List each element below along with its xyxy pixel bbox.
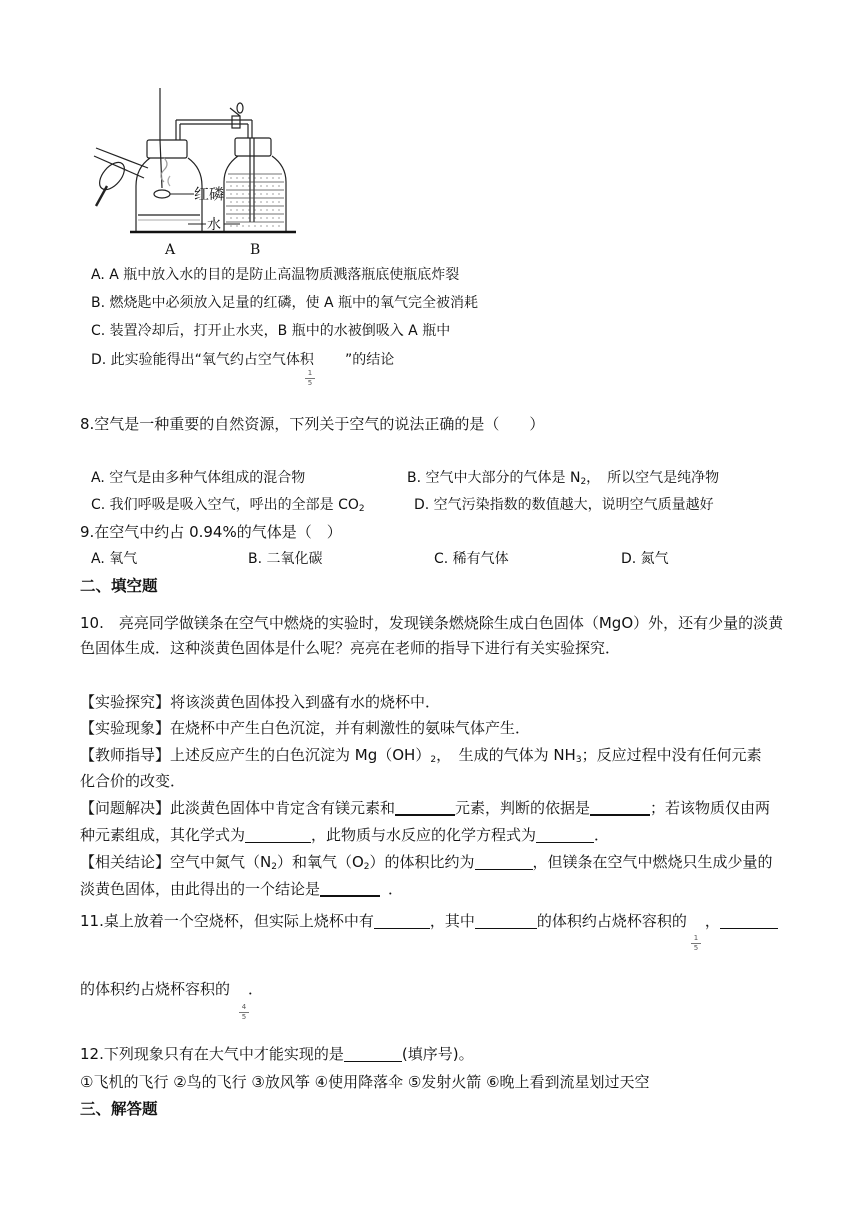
label-red-phosphorus: 红磷	[194, 185, 225, 203]
q10-experiment-explore: 【实验探究】将该淡黄色固体投入到盛有水的烧杯中．	[80, 693, 441, 711]
answer-blank[interactable]	[475, 912, 537, 929]
label-a: A	[165, 242, 176, 258]
q7-option-c: C. 装置冷却后，打开止水夹，B 瓶中的水被倒吸入 A 瓶中	[91, 323, 451, 339]
answer-blank[interactable]	[536, 826, 594, 843]
q10-experiment-phenomenon: 【实验现象】在烧杯中产生白色沉淀，并有刺激性的氨味气体产生．	[80, 719, 531, 737]
q7-option-b: B. 燃烧匙中必须放入足量的红磷，使 A 瓶中的氧气完全被消耗	[91, 295, 478, 311]
q8-option-a: A. 空气是由多种气体组成的混合物	[91, 470, 306, 486]
answer-blank[interactable]	[320, 879, 380, 897]
q9-stem: 9.在空气中约占 0.94%的气体是（ ）	[80, 523, 342, 541]
q8-option-b: B. 空气中大部分的气体是 $N_2$， 所以空气是纯净物	[407, 470, 720, 487]
answer-blank[interactable]	[374, 912, 430, 929]
q10-problem-solving: 【问题解决】此淡黄色固体中肯定含有镁元素和 元素，判断的依据是 ；若该物质仅由两	[80, 799, 771, 817]
answer-blank[interactable]	[720, 912, 778, 929]
q8-option-c: C. 我们呼吸是吸入空气，呼出的全部是 $CO_2$	[91, 497, 365, 514]
answer-blank[interactable]	[344, 1045, 402, 1062]
q10-conclusion: 【相关结论】空气中氮气$(N_2)$和氧气$(O_2)$的体积比约为 ，但镁条在空气中燃烧只生成少量的	[80, 853, 773, 872]
magnifier-icon	[94, 148, 148, 206]
q8-stem: 8.空气是一种重要的自然资源，下列关于空气的说法正确的是（ ）	[80, 415, 545, 433]
q9-option-d: D. 氮气	[621, 551, 669, 567]
q11-line1: 11.桌上放着一个空烧杯，但实际上烧杯中有 ，其中 的体积约占烧杯容积的 ，	[80, 910, 778, 932]
q8-option-d: D. 空气污染指数的数值越大，说明空气质量越好	[414, 497, 714, 513]
q7-option-d-text-after: ”的结论	[344, 352, 395, 368]
q9-option-b: B. 二氧化碳	[248, 551, 323, 567]
q10-teacher-guide: 【教师指导】上述反应产生的白色沉淀为 $Mg(OH)_2$， 生成的气体为 $NH_3$；反应过程中没有任何元素	[80, 746, 762, 765]
q11-line2: 的体积约占烧杯容积的 ．	[80, 980, 264, 998]
q10-intro-line1: 10. 亮亮同学做镁条在空气中燃烧的实验时，发现镁条燃烧除生成白色固体（MgO）外，还有少量的淡黄	[80, 614, 784, 632]
experiment-apparatus-figure	[90, 82, 300, 260]
q10-teacher-guide-line2: 化合价的改变．	[80, 772, 186, 790]
fraction-one-fifth: 1 5	[305, 370, 315, 387]
q10-problem-solving-line2: 种元素组成，其化学式为 ，此物质与水反应的化学方程式为 ．	[80, 826, 610, 844]
answer-blank[interactable]	[395, 798, 455, 816]
q7-option-d-text-before: D. 此实验能得出“氧气约占空气体积	[91, 352, 314, 368]
q10-conclusion-line2: 淡黄色固体，由此得出的一个结论是 ．	[80, 880, 404, 898]
q12-stem: 12.下列现象只有在大气中才能实现的是 (填序号)。	[80, 1045, 474, 1063]
q12-options: ①飞机的飞行 ②鸟的飞行 ③放风筝 ④使用降落伞 ⑤发射火箭 ⑥晚上看到流星划过天空	[80, 1073, 650, 1091]
label-b: B	[250, 242, 261, 258]
answer-blank[interactable]	[245, 826, 311, 843]
answer-blank[interactable]	[590, 798, 650, 816]
section-heading-fill-in: 二、填空题	[80, 577, 158, 595]
q9-option-a: A. 氧气	[91, 551, 138, 567]
q10-intro-line2: 色固体生成．这种淡黄色固体是什么呢？亮亮在老师的指导下进行有关实验探究．	[80, 639, 621, 657]
q9-option-c: C. 稀有气体	[434, 551, 509, 567]
answer-blank[interactable]	[475, 853, 533, 870]
section-heading-answer: 三、解答题	[80, 1100, 158, 1118]
fraction-four-fifths: 4 5	[239, 1004, 249, 1021]
q7-option-d	[91, 350, 394, 370]
fraction-one-fifth: 1 5	[691, 935, 701, 952]
q7-option-a: A. A 瓶中放入水的目的是防止高温物质溅落瓶底使瓶底炸裂	[91, 267, 460, 283]
label-water: 水	[207, 217, 221, 233]
